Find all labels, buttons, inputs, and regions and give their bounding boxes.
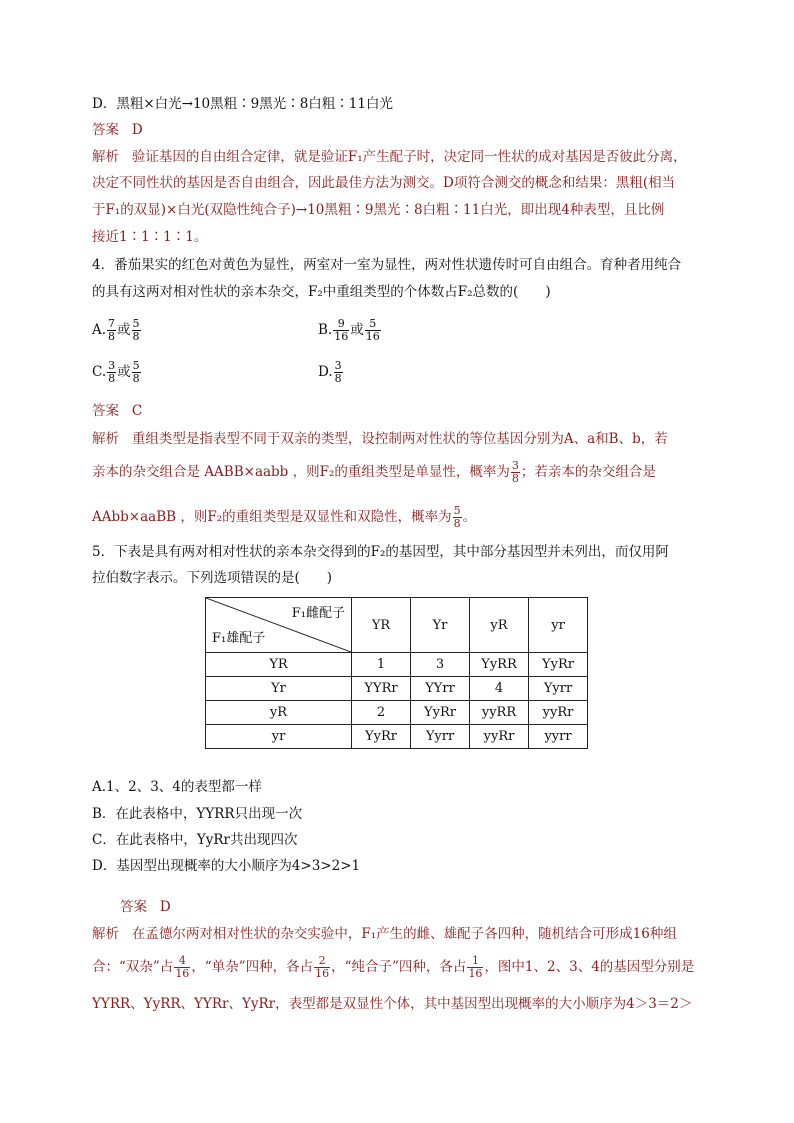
q5-option-d[interactable]: D．基因型出现概率的大小顺序为4>3>2>1 — [92, 858, 361, 874]
row-header: Yr — [206, 677, 352, 701]
answer-value: D — [159, 899, 171, 915]
row-header: YR — [206, 653, 352, 677]
table-cell: 3 — [411, 653, 470, 677]
answer-label: 答案 — [92, 122, 119, 138]
col-header: YR — [352, 598, 411, 653]
q4-option-c[interactable]: C. $\frac{3}{8}$ 或 $\frac{5}{8}$ — [92, 359, 140, 385]
answer-label: 答案 — [92, 403, 119, 419]
q3-analysis-line-3: 于F₁的双显)×白光(双隐性纯合子)→10黑粗∶9黑光∶8白粗∶11白光，即出现4种表型，且比例 — [92, 202, 665, 218]
col-header: yr — [529, 598, 588, 653]
table-cell: YyRr — [529, 653, 588, 677]
analysis-label: 解析 — [92, 926, 119, 942]
analysis-text: 验证基因的自由组合定律，就是验证F₁产生配子时，决定同一性状的成对基因是否彼此分离， — [131, 149, 687, 165]
fraction: $\frac{3}{8}$ — [511, 459, 519, 485]
table-cell: Yyrr — [411, 725, 470, 749]
table-cell: YyRr — [352, 725, 411, 749]
q4-stem-line-1: 4．番茄果实的红色对黄色为显性，两室对一室为显性，两对性状遗传时可自由组合。育种者用纯合 — [92, 257, 682, 273]
fraction: $\frac{3}{8}$ — [108, 359, 116, 385]
table-cell: 2 — [352, 701, 411, 725]
q3-option-d: D．黑粗×白光→10黑粗∶9黑光∶8白粗∶11白光 — [92, 96, 393, 112]
q5-option-a[interactable]: A.1、2、3、4的表型都一样 — [92, 779, 262, 795]
table-corner — [206, 598, 352, 653]
genotype-table — [205, 597, 588, 749]
table-cell: 4 — [470, 677, 529, 701]
table-cell: YyRr — [411, 701, 470, 725]
answer-value: D — [131, 122, 143, 138]
answer-value: C — [131, 403, 143, 419]
table-row — [206, 725, 588, 749]
q4-analysis-line-2: 亲本的杂交组合是 AABB×aabb ，则F₂的重组类型是单显性，概率为 $\frac{3}{8}$ ；若亲本的杂交组合是 — [92, 459, 656, 485]
q5-option-c[interactable]: C．在此表格中，YyRr共出现四次 — [92, 832, 298, 848]
q3-analysis-line-4: 接近1∶1∶1∶1。 — [92, 229, 208, 245]
fraction: $\frac{7}{8}$ — [108, 317, 116, 343]
q5-analysis-line-1 — [92, 925, 677, 943]
analysis-text: 在孟德尔两对相对性状的杂交实验中，F₁产生的雌、雄配子各四种，随机结合可形成16种组 — [131, 926, 677, 942]
fraction: $\frac{5}{8}$ — [453, 504, 461, 530]
fraction: $\frac{1}{16}$ — [468, 954, 483, 980]
analysis-label: 解析 — [92, 149, 119, 165]
fraction: $\frac{5}{16}$ — [365, 317, 380, 343]
row-header: yr — [206, 725, 352, 749]
table-row — [206, 701, 588, 725]
q4-analysis-line-1 — [92, 430, 668, 448]
q5-analysis-line-3: YYRR、YyRR、YYRr、YyRr，表型都是双显性个体，其中基因型出现概率的大小顺序为4＞3＝2＞ — [92, 996, 693, 1012]
corner-bottom-label: F₁雄配子 — [212, 631, 266, 646]
table-cell: YyRR — [470, 653, 529, 677]
analysis-text: 重组类型是指表型不同于双亲的类型，设控制两对性状的等位基因分别为A、a和B、b，若 — [131, 431, 668, 447]
q4-answer-line — [92, 402, 142, 420]
q5-analysis-line-2: 合：“双杂”占 $\frac{4}{16}$ ，“单杂”四种，各占 $\frac{2}{16}$ ，“纯合子”四种，各占 $\frac{1}{16}$ ，图中1、2、3、4的基因型分别是 — [92, 954, 695, 980]
analysis-label: 解析 — [92, 431, 119, 447]
table-cell: Yyrr — [529, 677, 588, 701]
table-cell: YYRr — [352, 677, 411, 701]
q4-analysis-line-3: AAbb×aaBB ，则F₂的重组类型是双显性和双隐性，概率为 $\frac{5}{8}$ 。 — [92, 504, 477, 530]
fraction: $\frac{5}{8}$ — [132, 359, 140, 385]
fraction: $\frac{5}{8}$ — [132, 317, 140, 343]
table-row — [206, 653, 588, 677]
table-row — [206, 677, 588, 701]
q4-stem-line-2: 的具有这两对相对性状的亲本杂交，F₂中重组类型的个体数占F₂总数的( ) — [92, 284, 551, 300]
fraction: $\frac{3}{8}$ — [334, 359, 342, 385]
corner-top-label: F₁雌配子 — [291, 606, 345, 621]
table-cell: YYrr — [411, 677, 470, 701]
q5-stem-line-1: 5．下表是具有两对相对性状的亲本杂交得到的F₂的基因型，其中部分基因型并未列出，而仅用阿 — [92, 544, 669, 560]
fraction: $\frac{2}{16}$ — [315, 954, 330, 980]
col-header: yR — [470, 598, 529, 653]
table-cell: yyRR — [470, 701, 529, 725]
q4-option-a[interactable]: A. $\frac{7}{8}$ 或 $\frac{5}{8}$ — [92, 317, 140, 343]
fraction: $\frac{9}{16}$ — [334, 317, 349, 343]
q3-analysis-line-2: 决定不同性状的基因是否自由组合，因此最佳方法为测交。D项符合测交的概念和结果：黑粗(相当 — [92, 175, 676, 191]
answer-label: 答案 — [120, 899, 147, 915]
q5-option-b[interactable]: B．在此表格中，YYRR只出现一次 — [92, 806, 303, 822]
q4-option-d[interactable]: D. $\frac{3}{8}$ — [318, 359, 342, 385]
q5-stem-line-2: 拉伯数字表示。下列选项错误的是( ) — [92, 570, 333, 586]
table-cell: yyRr — [470, 725, 529, 749]
table-cell: yyrr — [529, 725, 588, 749]
fraction: $\frac{4}{16}$ — [175, 954, 190, 980]
table-cell: yyRr — [529, 701, 588, 725]
q3-answer-line — [92, 121, 143, 139]
q4-option-b[interactable]: B. $\frac{9}{16}$ 或 $\frac{5}{16}$ — [318, 317, 380, 343]
row-header: yR — [206, 701, 352, 725]
table-cell: 1 — [352, 653, 411, 677]
col-header: Yr — [411, 598, 470, 653]
q3-analysis-line-1 — [92, 148, 687, 166]
q5-answer-line — [120, 898, 171, 916]
